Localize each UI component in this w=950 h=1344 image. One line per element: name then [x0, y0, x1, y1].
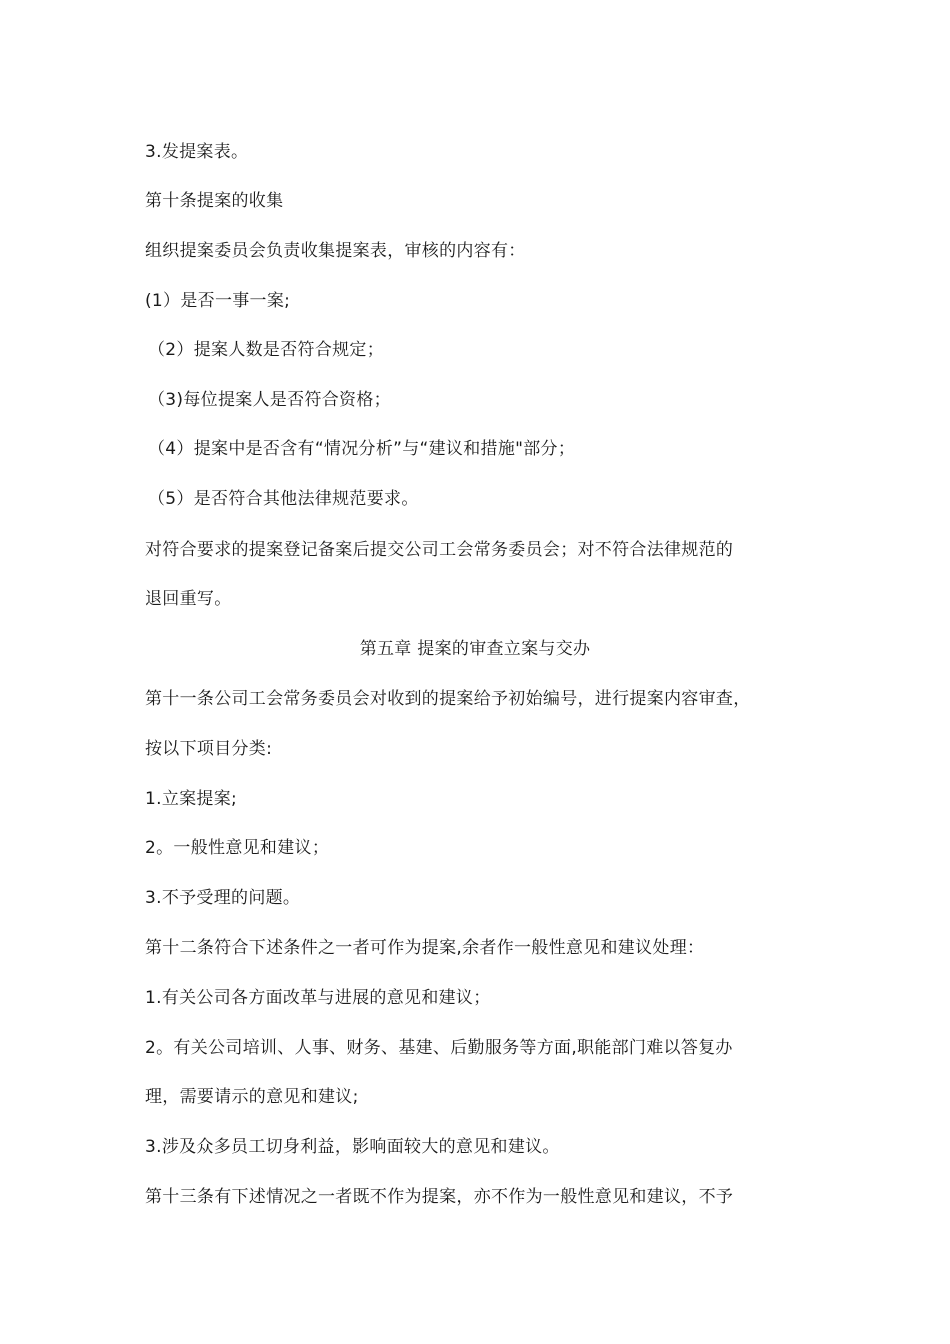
- review-item-5: （5）是否符合其他法律规范要求。: [148, 489, 419, 509]
- condition-2: 2。有关公司培训、人事、财务、基建、后勤服务等方面,职能部门难以答复办: [145, 1038, 733, 1058]
- article-11-text-cont: 按以下项目分类:: [145, 739, 273, 759]
- review-item-1: (1）是否一事一案;: [145, 291, 291, 311]
- condition-3: 3.涉及众多员工切身利益，影响面较大的意见和建议。: [145, 1137, 560, 1157]
- registration-paragraph: 对符合要求的提案登记备案后提交公司工会常务委员会；对不符合法律规范的: [145, 540, 734, 560]
- condition-1: 1.有关公司各方面改革与进展的意见和建议；: [145, 988, 491, 1008]
- condition-2-cont: 理，需要请示的意见和建议;: [145, 1087, 359, 1107]
- review-item-3: （3)每位提案人是否符合资格；: [148, 390, 391, 410]
- article-10-intro: 组织提案委员会负责收集提案表，审核的内容有：: [145, 241, 526, 261]
- article-12-text: 第十二条符合下述条件之一者可作为提案,余者作一般性意见和建议处理：: [145, 938, 705, 958]
- article-11-text: 第十一条公司工会常务委员会对收到的提案给予初始编号，进行提案内容审查，: [145, 689, 751, 709]
- review-item-2: （2）提案人数是否符合规定；: [148, 340, 385, 360]
- chapter-5-title: 第五章 提案的审查立案与交办: [359, 639, 591, 659]
- category-3: 3.不予受理的问题。: [145, 888, 301, 908]
- item-3-distribute-form: 3.发提案表。: [145, 142, 249, 162]
- article-13-text: 第十三条有下述情况之一者既不作为提案，亦不作为一般性意见和建议，不予: [145, 1187, 734, 1207]
- registration-paragraph-cont: 退回重写。: [145, 589, 232, 609]
- review-item-4: （4）提案中是否含有“情况分析”与“建议和措施"部分；: [148, 439, 576, 459]
- article-10-heading: 第十条提案的收集: [145, 191, 284, 211]
- category-2: 2。一般性意见和建议；: [145, 838, 330, 858]
- category-1: 1.立案提案;: [145, 789, 238, 809]
